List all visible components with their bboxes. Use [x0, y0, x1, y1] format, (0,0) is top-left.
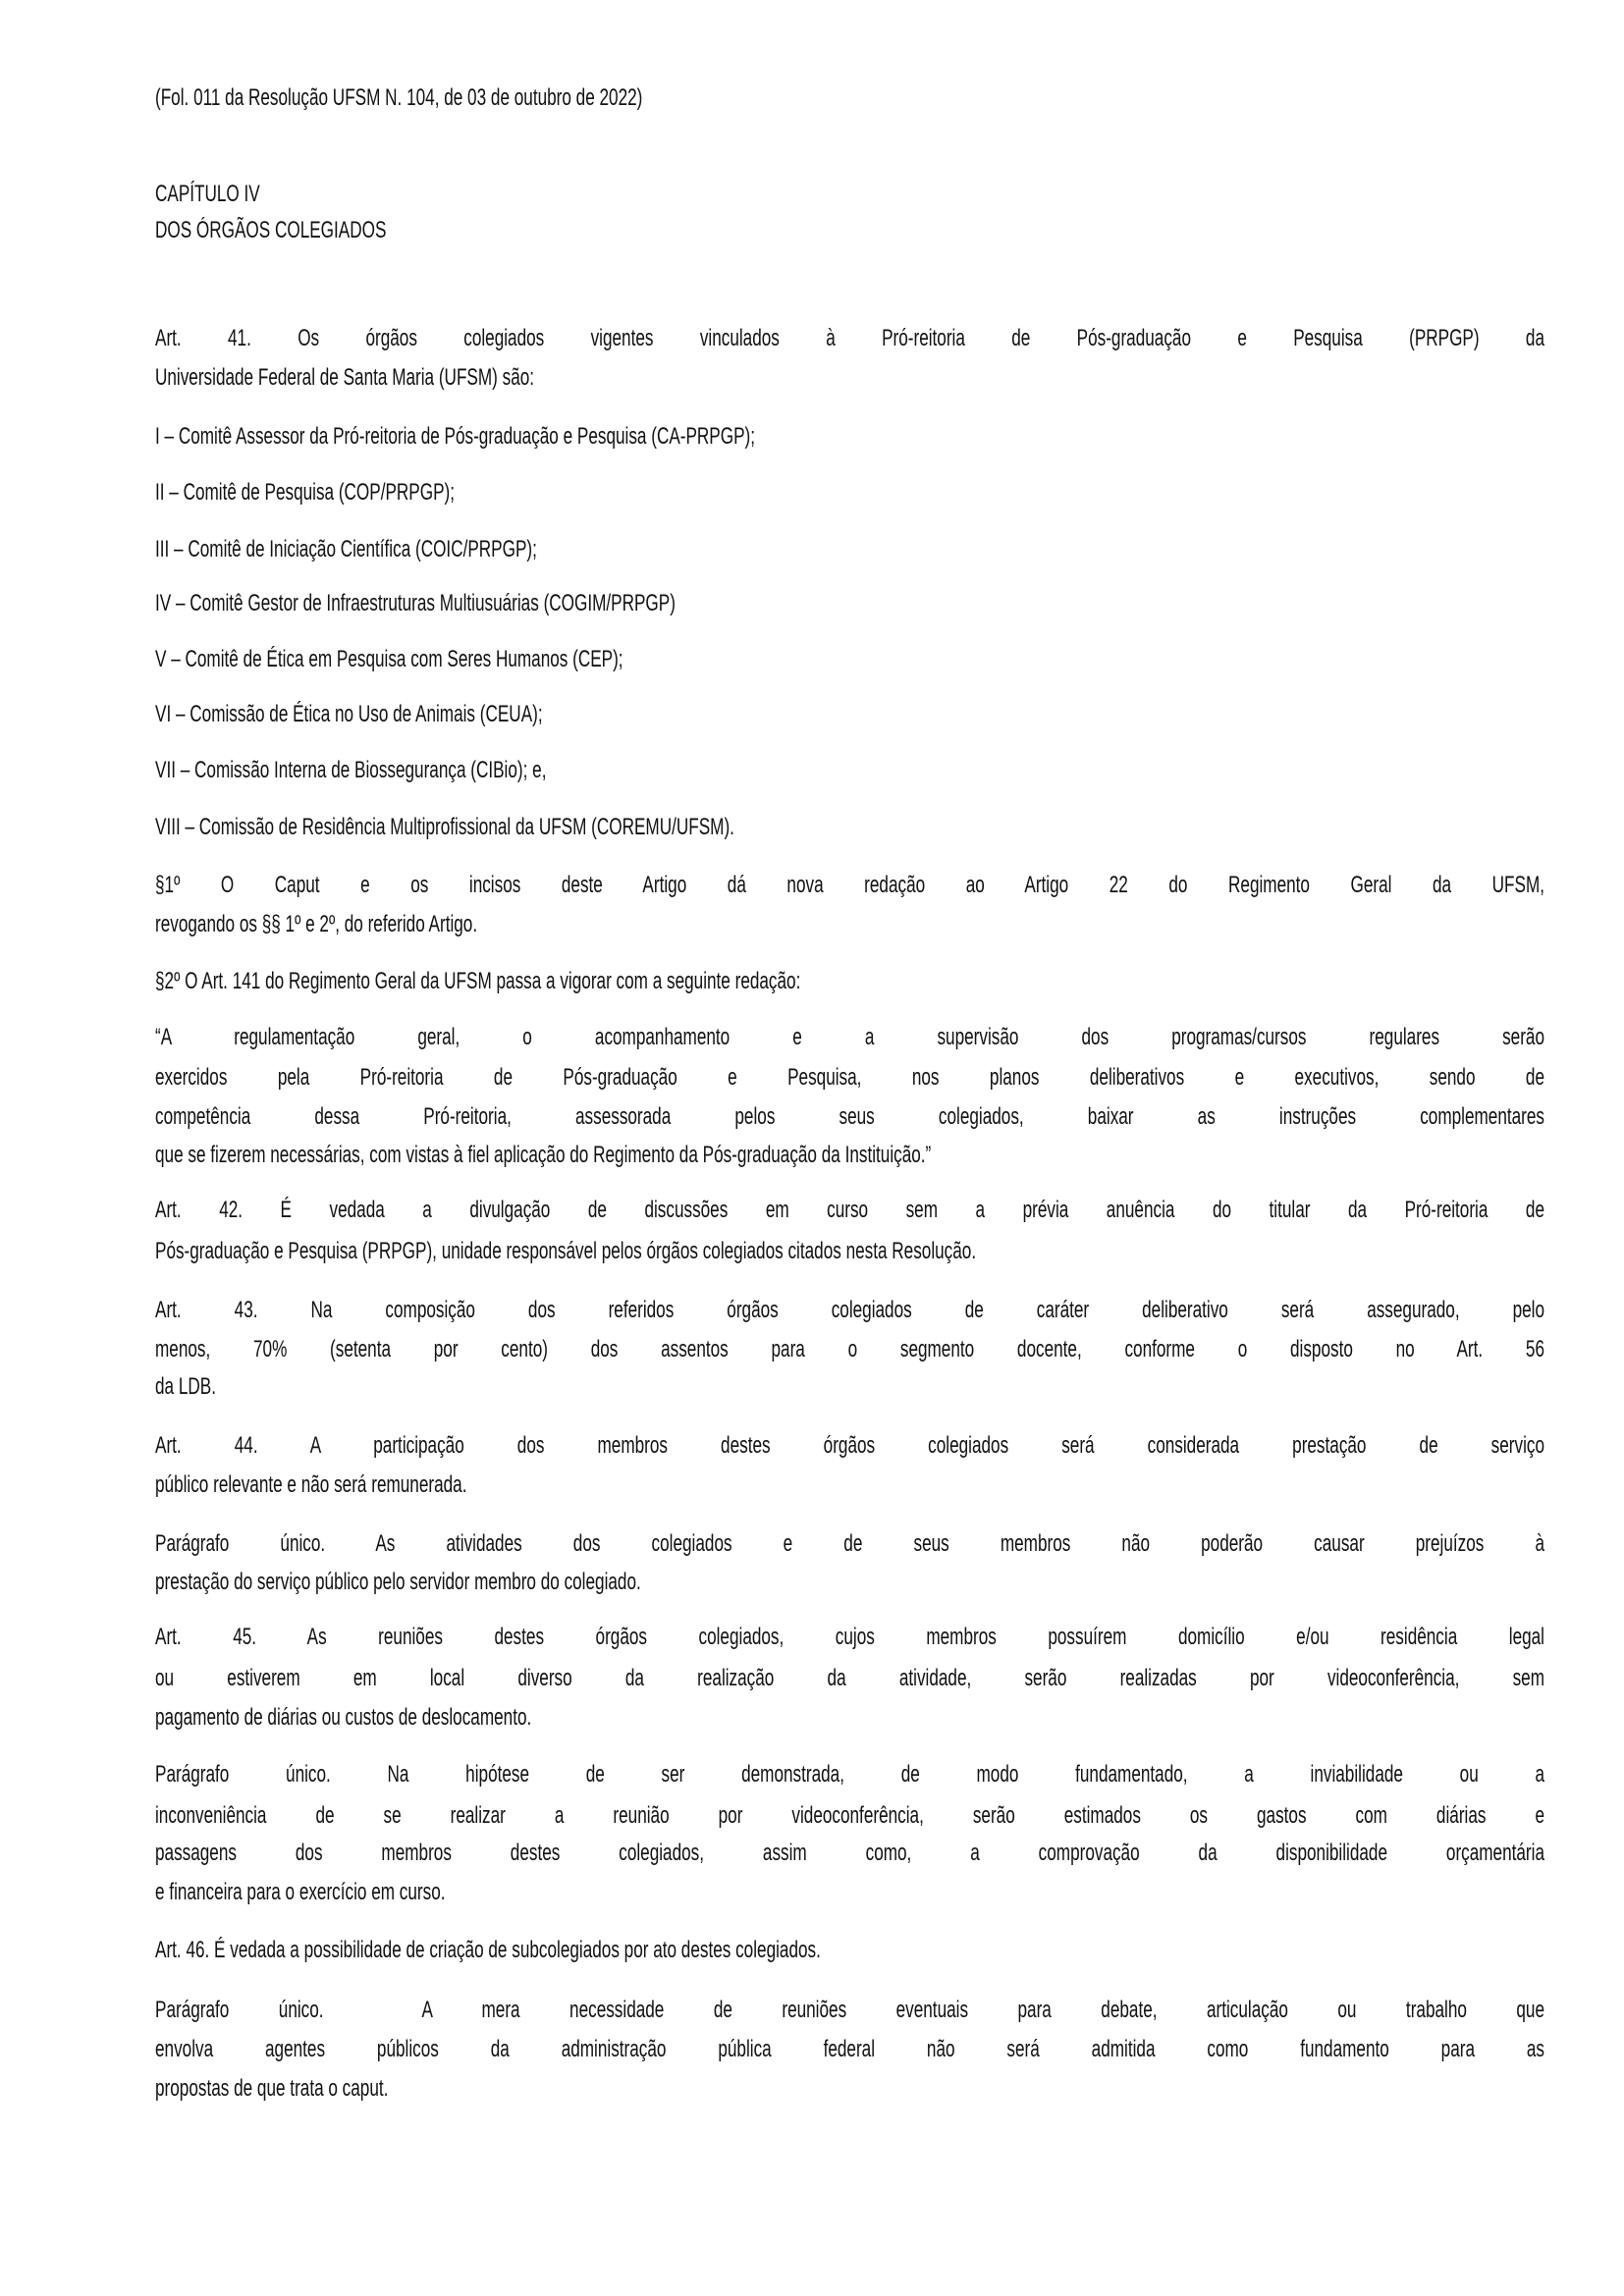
text-line: Art. 46. É vedada a possibilidade de criação de subcolegiados por ato destes colegiados. [155, 1937, 821, 1963]
text-line: I – Comitê Assessor da Pró-reitoria de Pós-graduação e Pesquisa (CA-PRPGP); [155, 423, 756, 450]
text-line: §2º O Art. 141 do Regimento Geral da UFSM passa a vigorar com a seguinte redação: [155, 968, 801, 994]
text-line: e financeira para o exercício em curso. [155, 1879, 446, 1905]
chapter-number: CAPÍTULO IV [155, 181, 260, 207]
resolution-header: (Fol. 011 da Resolução UFSM N. 104, de 03 de outubro de 2022) [155, 84, 643, 111]
text-line: Art. 43. Na composição dos referidos órgãos colegiados de caráter deliberativo será assegurado, pelo [155, 1297, 1545, 1323]
text-line: V – Comitê de Ética em Pesquisa com Seres Humanos (CEP); [155, 646, 623, 672]
text-line: Art. 42. É vedada a divulgação de discussões em curso sem a prévia anuência do titular da Pró-reitoria de [155, 1197, 1545, 1223]
text-line: Pós-graduação e Pesquisa (PRPGP), unidade responsável pelos órgãos colegiados citados nesta Resolução. [155, 1238, 977, 1264]
text-line: público relevante e não será remunerada. [155, 1471, 467, 1498]
text-line: ou estiverem em local diverso da realização da atividade, serão realizadas por videoconferência, sem [155, 1665, 1544, 1691]
text-line: pagamento de diárias ou custos de deslocamento. [155, 1704, 532, 1731]
chapter-title: DOS ÓRGÃOS COLEGIADOS [155, 217, 387, 243]
text-line: revogando os §§ 1º e 2º, do referido Artigo. [155, 911, 478, 937]
text-line: passagens dos membros destes colegiados, assim como, a comprovação da disponibilidade orçamentária [155, 1840, 1545, 1866]
text-line: Art. 44. A participação dos membros destes órgãos colegiados será considerada prestação de serviço [155, 1432, 1545, 1459]
text-line: Art. 41. Os órgãos colegiados vigentes vinculados à Pró-reitoria de Pós-graduação e Pesquisa (PRPGP) da [155, 325, 1544, 351]
text-line: competência dessa Pró-reitoria, assessorada pelos seus colegiados, baixar as instruções complementares [155, 1103, 1544, 1130]
text-line: “A regulamentação geral, o acompanhamento e a supervisão dos programas/cursos regulares serão [155, 1024, 1545, 1050]
text-line: propostas de que trata o caput. [155, 2075, 389, 2102]
text-line: §1º O Caput e os incisos deste Artigo dá nova redação ao Artigo 22 do Regimento Geral da UFSM, [155, 872, 1545, 898]
text-line: IV – Comitê Gestor de Infraestruturas Multiusuárias (COGIM/PRPGP) [155, 590, 676, 616]
text-line: III – Comitê de Iniciação Científica (COIC/PRPGP); [155, 536, 537, 562]
text-line: VI – Comissão de Ética no Uso de Animais (CEUA); [155, 701, 543, 727]
text-line: Art. 45. As reuniões destes órgãos colegiados, cujos membros possuírem domicílio e/ou residência legal [155, 1624, 1544, 1650]
text-line: Parágrafo único. A mera necessidade de reuniões eventuais para debate, articulação ou trabalho que [155, 1997, 1544, 2023]
text-line: menos, 70% (setenta por cento) dos assentos para o segmento docente, conforme o disposto no Art. 56 [155, 1336, 1544, 1362]
text-line: II – Comitê de Pesquisa (COP/PRPGP); [155, 479, 456, 506]
text-line: VIII – Comissão de Residência Multiprofissional da UFSM (COREMU/UFSM). [155, 814, 734, 840]
text-line: da LDB. [155, 1373, 216, 1400]
text-line: inconveniência de se realizar a reunião por videoconferência, serão estimados os gastos com diárias e [155, 1802, 1544, 1829]
text-line: Universidade Federal de Santa Maria (UFSM) são: [155, 364, 535, 391]
text-line: Parágrafo único. As atividades dos colegiados e de seus membros não poderão causar prejuízos à [155, 1530, 1544, 1557]
text-line: Parágrafo único. Na hipótese de ser demonstrada, de modo fundamentado, a inviabilidade ou a [155, 1761, 1544, 1788]
text-line: que se fizerem necessárias, com vistas à fiel aplicação do Regimento da Pós-graduação da Instituição.” [155, 1142, 932, 1168]
text-line: prestação do serviço público pelo servidor membro do colegiado. [155, 1569, 641, 1595]
text-line: envolva agentes públicos da administração pública federal não será admitida como fundamento para as [155, 2036, 1544, 2062]
text-line: VII – Comissão Interna de Biossegurança (CIBio); e, [155, 757, 547, 783]
text-line: exercidos pela Pró-reitoria de Pós-graduação e Pesquisa, nos planos deliberativos e executivos, sendo de [155, 1064, 1544, 1091]
